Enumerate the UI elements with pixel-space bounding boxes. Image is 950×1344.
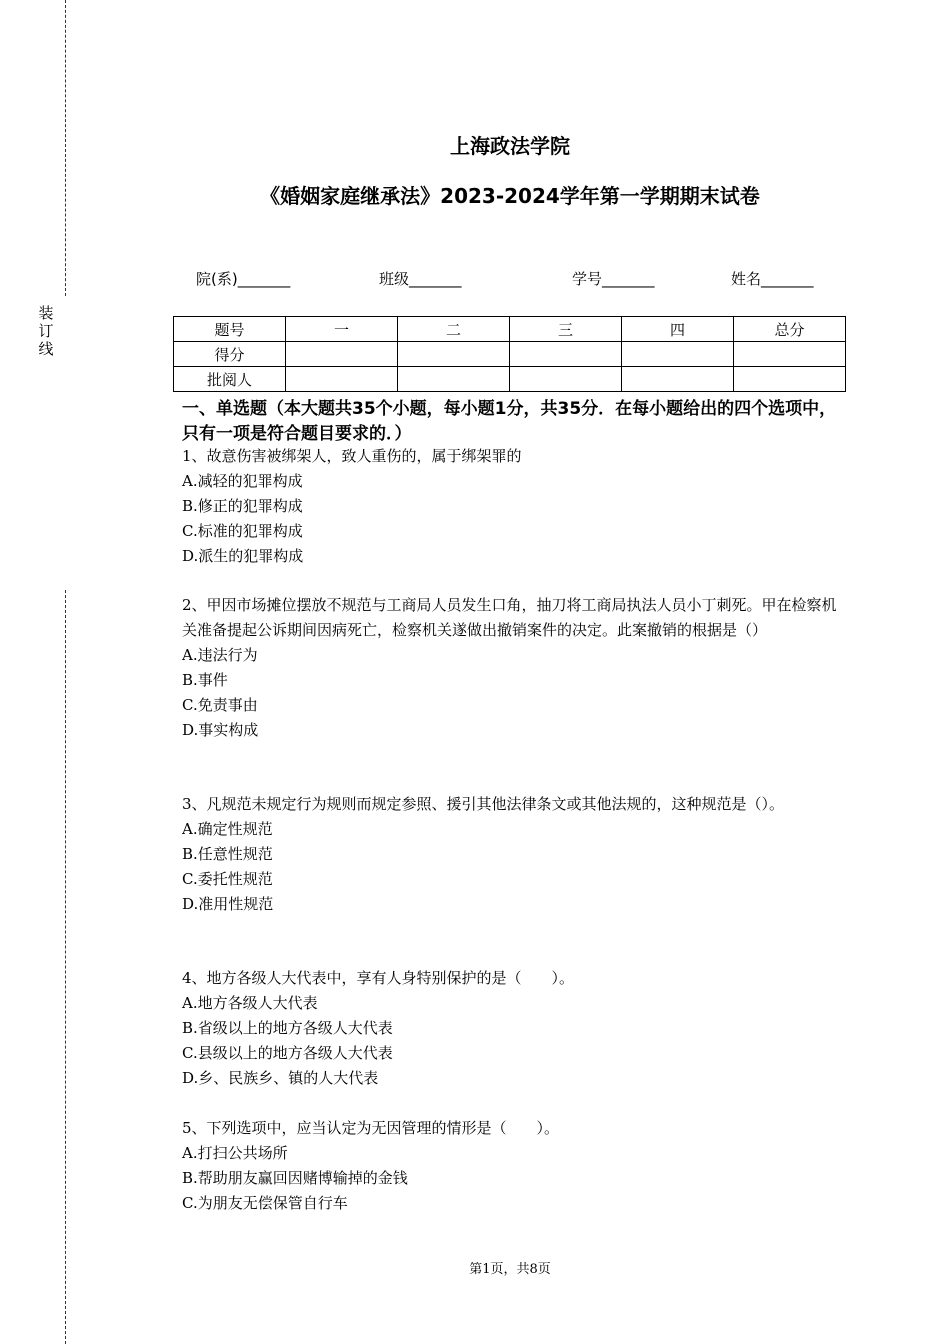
- exam-title: 《婚姻家庭继承法》2023-2024学年第一学期期末试卷: [260, 184, 760, 208]
- header-cell: 三: [510, 317, 622, 342]
- option-a: A.打扫公共场所: [182, 1144, 288, 1162]
- binding-label: 装订线: [38, 304, 54, 358]
- score-row-label: 得分: [174, 342, 286, 367]
- option-b: B.修正的犯罪构成: [182, 497, 303, 515]
- question-stem: 3、凡规范未规定行为规则而规定参照、援引其他法律条文或其他法规的，这种规范是（）。: [182, 795, 785, 813]
- student-id-field: 学号_______: [572, 270, 655, 288]
- option-a: A.确定性规范: [182, 820, 273, 838]
- option-c: C.委托性规范: [182, 870, 273, 888]
- score-cell: [734, 342, 846, 367]
- score-cell: [510, 342, 622, 367]
- option-c: C.免责事由: [182, 696, 258, 714]
- page-number: 第1页，共8页: [469, 1262, 551, 1277]
- option-d: D.事实构成: [182, 721, 259, 739]
- question-2: [182, 593, 842, 743]
- header-cell: 一: [286, 317, 398, 342]
- reviewer-cell: [398, 367, 510, 392]
- option-c: C.县级以上的地方各级人大代表: [182, 1044, 393, 1062]
- question-stem: 5、下列选项中，应当认定为无因管理的情形是（ ）。: [182, 1119, 560, 1137]
- name-field: 姓名_______: [731, 270, 814, 288]
- option-c: C.标准的犯罪构成: [182, 522, 303, 540]
- question-stem: 2、甲因市场摊位摆放不规范与工商局人员发生口角，抽刀将工商局执法人员小丁刺死。甲在检察机关准备提起公诉期间因病死亡，检察机关遂做出撤销案件的决定。此案撤销的根据是（）: [182, 596, 837, 639]
- header-cell: 题号: [174, 317, 286, 342]
- option-d: D.准用性规范: [182, 895, 274, 913]
- question-1: [182, 444, 842, 569]
- option-b: B.省级以上的地方各级人大代表: [182, 1019, 393, 1037]
- question-5: [182, 1116, 842, 1216]
- question-3: [182, 792, 842, 917]
- option-b: B.事件: [182, 671, 228, 689]
- department-field: 院(系)_______: [196, 270, 291, 288]
- option-c: C.为朋友无偿保管自行车: [182, 1194, 348, 1212]
- class-field: 班级_______: [379, 270, 462, 288]
- reviewer-cell: [286, 367, 398, 392]
- question-4: [182, 966, 842, 1091]
- binding-line-bottom: [65, 590, 66, 1344]
- score-cell: [622, 342, 734, 367]
- header-cell: 二: [398, 317, 510, 342]
- score-table-header-row: [174, 317, 846, 342]
- option-a: A.减轻的犯罪构成: [182, 472, 303, 490]
- option-a: A.地方各级人大代表: [182, 994, 318, 1012]
- reviewer-row-label: 批阅人: [174, 367, 286, 392]
- option-d: D.派生的犯罪构成: [182, 547, 304, 565]
- score-cell: [286, 342, 398, 367]
- reviewer-row: [174, 367, 846, 392]
- header-cell: 总分: [734, 317, 846, 342]
- header-cell: 四: [622, 317, 734, 342]
- reviewer-cell: [510, 367, 622, 392]
- question-stem: 4、地方各级人大代表中，享有人身特别保护的是（ ）。: [182, 969, 575, 987]
- score-row: [174, 342, 846, 367]
- school-title: 上海政法学院: [450, 134, 570, 158]
- score-cell: [398, 342, 510, 367]
- section-heading: 一、单选题（本大题共35个小题，每小题1分，共35分．在每小题给出的四个选项中，只有一项是符合题目要求的．）: [182, 399, 837, 444]
- option-d: D.乡、民族乡、镇的人大代表: [182, 1069, 379, 1087]
- option-b: B.任意性规范: [182, 845, 273, 863]
- option-a: A.违法行为: [182, 646, 258, 664]
- option-b: B.帮助朋友赢回因赌博输掉的金钱: [182, 1169, 408, 1187]
- question-stem: 1、故意伤害被绑架人，致人重伤的，属于绑架罪的: [182, 447, 522, 465]
- reviewer-cell: [622, 367, 734, 392]
- score-table: [173, 316, 846, 392]
- reviewer-cell: [734, 367, 846, 392]
